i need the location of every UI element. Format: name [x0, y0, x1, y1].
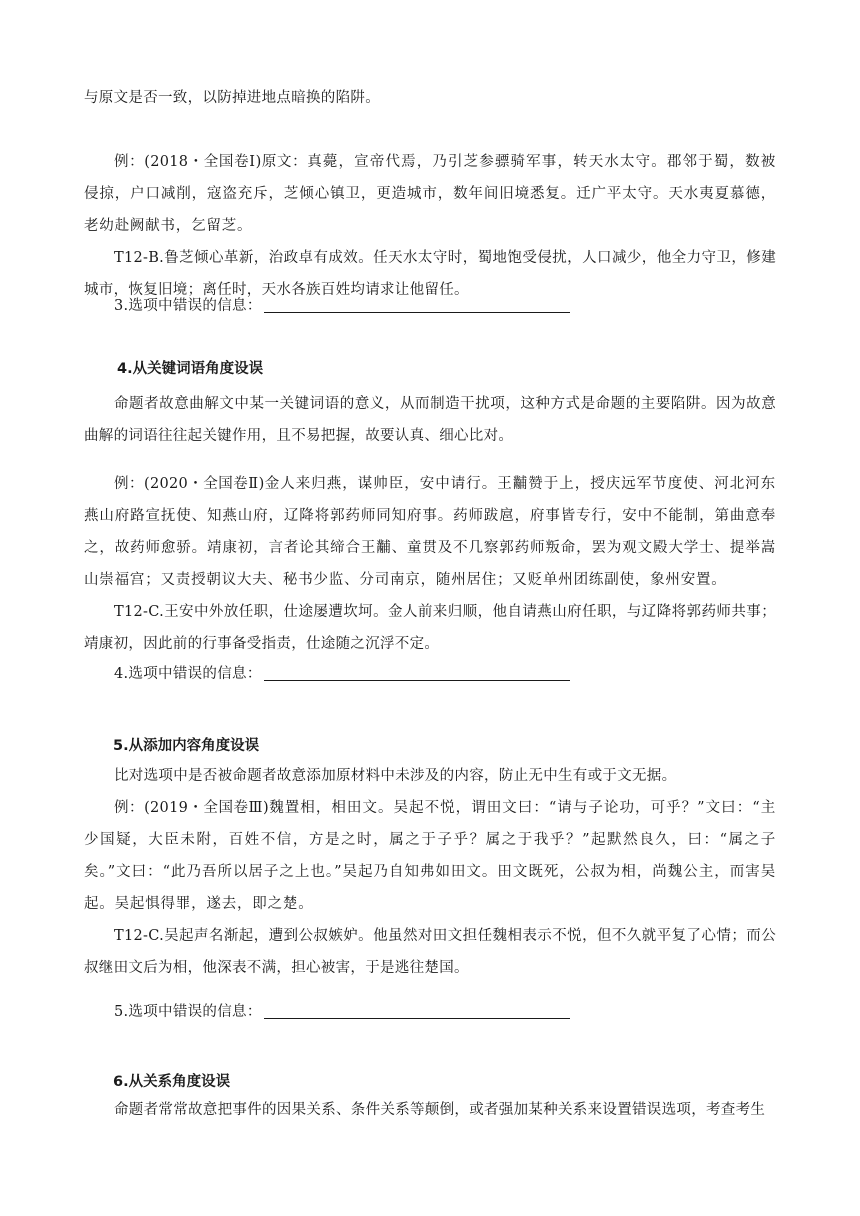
- section-4-heading: 4.从关键词语角度设误: [117, 361, 264, 377]
- example-2-text: 金人来归燕，谋帅臣，安中请行。王黼赞于上，授庆远军节度使、河北河东燕山府路宣抚使、知燕山府，辽降将郭药师同知府事。药师跋扈，府事皆专行，安中不能制，第曲意奉之，故药师愈骄。靖康初，言者论其缔合王黼、童贯及不几察郭药师叛命，罢为观文殿大学士、提举嵩山崇福宫；又责授朝议大夫、秘书少监、分司南京，随州居住；又贬单州团练副使，象州安置。: [84, 476, 776, 588]
- answer-5-blank[interactable]: [264, 1017, 570, 1019]
- answer-5-label: 5.选项中错误的信息：: [114, 1004, 262, 1020]
- intro-continuation: 与原文是否一致，以防掉进地点暗换的陷阱。: [84, 90, 380, 106]
- answer-5: [84, 996, 776, 1028]
- answer-3-blank[interactable]: [264, 311, 570, 313]
- example-1: [84, 146, 776, 242]
- example-2: [84, 468, 776, 596]
- option-3: T12-C.吴起声名渐起，遭到公叔嫉妒。他虽然对田文担任魏相表示不悦，但不久就平复了心情；而公叔继田文后为相，他深表不满，担心被害，于是逃往楚国。: [84, 928, 776, 976]
- section-5-heading: 5.从添加内容角度设误: [113, 738, 260, 754]
- section-4-desc: 命题者故意曲解文中某一关键词语的意义，从而制造干扰项，这种方式是命题的主要陷阱。因为故意曲解的词语往往起关键作用，且不易把握，故要认真、细心比对。: [84, 396, 776, 444]
- answer-4-label: 4.选项中错误的信息：: [114, 666, 262, 682]
- example-3: [84, 792, 776, 920]
- example-3-text: 魏置相，相田文。吴起不悦，谓田文曰：“请与子论功，可乎？”文曰：“主少国疑，大臣未附，百姓不信，方是之时，属之于子乎？属之于我乎？”起默然良久，曰：“属之子矣。”文曰：“此乃吾所以居子之上也。”吴起乃自知弗如田文。田文既死，公叔为相，尚魏公主，而害吴起。吴起惧得罪，遂去，即之楚。: [84, 800, 776, 912]
- example-3-label: 例：(2019・全国卷Ⅲ): [114, 800, 269, 816]
- answer-4: [84, 658, 776, 690]
- answer-3: [84, 290, 776, 322]
- section-6-desc: 命题者常常故意把事件的因果关系、条件关系等颠倒，或者强加某种关系来设置错误选项，考查考生: [114, 1102, 766, 1118]
- example-2-label: 例：(2020・全国卷Ⅱ): [114, 476, 265, 492]
- example-1-text: 真薨，宣帝代焉，乃引芝参骠骑军事，转天水太守。郡邻于蜀，数被侵掠，户口减削，寇盗充斥，芝倾心镇卫，更造城市，数年间旧境悉复。迁广平太守。天水夷夏慕德，老幼赴阙献书，乞留芝。: [84, 154, 777, 234]
- section-5-desc: 比对选项中是否被命题者故意添加原材料中未涉及的内容，防止无中生有或于文无据。: [114, 768, 677, 784]
- answer-4-blank[interactable]: [264, 679, 570, 681]
- example-1-label: 例：(2018・全国卷Ⅰ)原文：: [114, 154, 308, 170]
- section-6-heading: 6.从关系角度设误: [113, 1074, 231, 1090]
- option-2: T12-C.王安中外放任职，仕途屡遭坎坷。金人前来归顺，他自请燕山府任职，与辽降将郭药师共事；靖康初，因此前的行事备受指责，仕途随之沉浮不定。: [84, 604, 776, 652]
- option-1: T12-B.鲁芝倾心革新，治政卓有成效。任天水太守时，蜀地饱受侵扰，人口减少，他全力守卫，修建城市，恢复旧境；离任时，天水各族百姓均请求让他留任。: [84, 250, 776, 298]
- answer-3-label: 3.选项中错误的信息：: [114, 298, 262, 314]
